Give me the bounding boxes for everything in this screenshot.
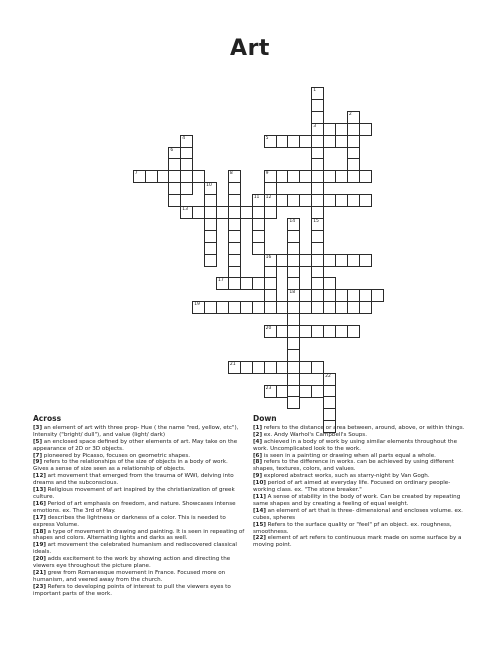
down-clue [253,459,471,473]
clue-number: 14 [289,218,296,224]
down-clue [253,535,471,549]
across-clue [33,473,245,487]
across-clue [33,501,245,515]
clue-number: 6 [170,147,174,153]
clue-text: an element of art with three prop- Hue ( the name "red, yellow, etc"), Intensity ("bright/ dull"), and value (light/ dark) [33,424,239,438]
clue-text: an enclosed space defined by other elements of art. May take on the appearance of 2D or 3D objects. [33,438,238,452]
across-clue [33,556,245,570]
down-clue-list [253,425,471,549]
across-clues [33,416,245,598]
clue-number: 21 [229,361,236,367]
clue-label: [7] [33,452,43,459]
grid-cell[interactable] [347,325,360,338]
clue-label: [17] [33,514,46,521]
down-clue [253,494,471,508]
clue-number: 10 [206,183,212,189]
down-clue [253,480,471,494]
grid-cell[interactable] [371,289,384,302]
across-clue [33,584,245,598]
across-heading: Across [33,414,62,423]
down-clue [253,432,471,439]
clue-label: [12] [33,473,46,480]
clue-number: 18 [289,290,296,296]
across-clue [33,570,245,584]
clue-label: [19] [33,542,46,549]
clue-number: 4 [182,135,186,141]
across-clue [33,439,245,453]
clue-text: art movement the celebrated humanism and rediscovered classical ideals. [33,542,237,556]
clue-number: 1 [313,88,317,93]
clue-label: [6] [253,452,263,459]
clue-label: [4] [253,438,263,445]
clue-number: 16 [265,254,272,260]
clue-text: grew from Romanesque movement in France. Focused more on humanism, and veered away from the church. [33,569,226,583]
clue-label: [3] [33,424,43,431]
clue-text: art movement that emerged from the trauma of WWI, delving into dreams and the subconscious. [33,473,234,487]
clue-label: [5] [33,438,43,445]
across-clue [33,542,245,556]
clue-text: Religious movement of art inspired by the christianization of greek culture. [33,487,235,500]
clue-number: 22 [325,373,331,379]
down-clue [253,522,471,536]
down-clue [253,439,471,453]
down-clue [253,453,471,460]
clue-label: [9] [253,473,263,480]
clue-number: 23 [265,385,272,391]
clue-label: [18] [33,528,46,535]
clue-text: explored abstract works, such as starry-night by Van Gogh. [262,473,430,480]
grid-cell[interactable] [287,396,300,409]
grid-cell[interactable] [359,254,372,267]
grid-cell[interactable] [359,194,372,207]
grid-cell[interactable] [359,170,372,183]
clue-number: 9 [265,171,269,177]
down-heading: Down [253,414,277,423]
across-clue [33,529,245,543]
clue-number: 17 [218,278,224,284]
clue-text: refers to the relationships of the size of objects in a body of work. Gives a sense of size seen as a relationship of objects. [33,459,228,473]
grid-cell[interactable] [204,254,217,267]
clue-text: Refers to developing points of interest to pull the viewers eyes to important parts of the work. [33,583,231,597]
clue-number: 8 [229,171,233,177]
clue-label: [14] [253,507,266,514]
across-clue [33,425,245,439]
down-clue [253,508,471,522]
clue-text: achieved in a body of work by using similar elements throughout the work. Uncomplicated look to the work. [253,438,458,452]
clue-number: 11 [253,195,260,201]
down-clue [253,425,471,432]
clue-label: [11] [253,493,266,500]
clue-text: describes the lightness or darkness of a color. This is needed to express Volume. [33,514,226,528]
clue-text: Period of art emphasis on freedom, and nature. Showcases intense emotions. ex. The 3rd of May. [33,500,236,514]
clue-label: [15] [253,521,266,528]
clue-text: refers to the difference in works. can be achieved by using different shapes, textures, colors, and values. [253,459,454,473]
clue-label: [2] [253,431,263,438]
clue-label: [1] [253,424,263,431]
clue-number: 13 [182,207,189,212]
clue-text: pioneered by Picasso, focuses on geometric shapes. [42,452,191,459]
clue-label: [21] [33,569,46,576]
clue-text: Refers to the surface quality or "feel" pf an object. ex. roughness, smoothness. [253,521,452,535]
clue-number: 12 [265,195,272,201]
clue-text: a type of movement in drawing and painting. It is seen in repeating of shapes and colors. Alternating lights and darks as well. [33,528,245,542]
down-clues [253,416,471,549]
grid-cell[interactable] [359,301,372,314]
clue-text: an element of art that is three- dimensional and encloses volume. ex. cubes, spheres [253,507,463,521]
across-clue-list [33,425,245,598]
clue-number: 19 [194,302,200,308]
clue-text: refers to the distance or area between, around, above, or within things. [262,424,465,431]
clue-number: 2 [348,111,352,117]
across-clue [33,515,245,529]
puzzle-title: Art [230,36,270,61]
clue-text: A sense of stability in the body of work. Can be created by repeating same shapes and by creating a feeling of equal weight. [253,493,461,507]
clue-text: period of art aimed at everyday life. Focused on ordinary people- working class. ex. "The stone breaker." [253,480,451,494]
clue-label: [10] [253,480,266,487]
clue-label: [20] [33,556,46,563]
clue-label: [16] [33,500,46,507]
clue-label: [13] [33,487,46,494]
clue-number: 15 [313,218,319,224]
clue-text: ex. Andy Warhol's Campbell's Soups. [262,431,367,438]
grid-cell[interactable] [264,206,277,219]
clue-label: [22] [253,535,266,542]
clue-label: [8] [253,459,263,466]
across-clue [33,453,245,460]
clue-text: is seen in a painting or drawing when all parts equal a whole. [262,452,436,459]
across-clue [33,487,245,501]
clue-label: [9] [33,459,43,466]
grid-cell[interactable] [359,123,372,136]
clue-text: adds excitement to the work by showing action and directing the viewers eye throughout the picture plane. [33,556,231,570]
across-clue [33,459,245,473]
clue-number: 20 [265,326,272,331]
clue-text: element of art refers to continuous mark made on some surface by a moving point. [253,535,462,549]
down-clue [253,473,471,480]
clue-number: 5 [265,135,269,141]
grid-cell[interactable] [180,182,193,195]
clue-number: 3 [313,123,317,129]
clue-label: [23] [33,583,46,590]
clue-number: 7 [134,171,138,177]
